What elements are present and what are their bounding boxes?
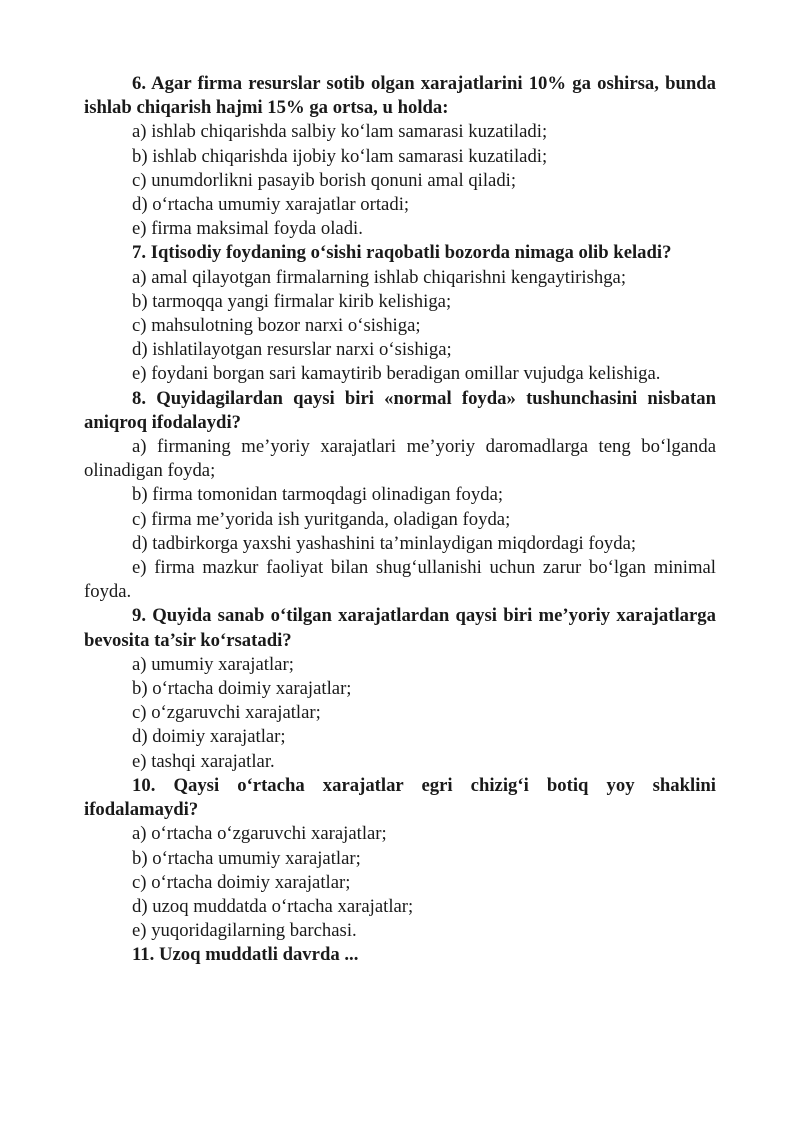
answer-option: c) o‘zgaruvchi xarajatlar;	[132, 702, 321, 724]
answer-option: d) o‘rtacha umumiy xarajatlar ortadi;	[132, 194, 410, 216]
question-block	[84, 72, 716, 241]
question-block	[84, 774, 716, 943]
question-stem: 10. Qaysi o‘rtacha xarajatlar egri chizig‘i botiq yoy shaklini ifodalamaydi?	[84, 774, 716, 821]
answer-option: b) firma tomonidan tarmoqdagi olinadigan foyda;	[132, 484, 504, 506]
answer-option: e) foydani borgan sari kamaytirib beradigan omillar vujudga kelishiga.	[132, 363, 661, 385]
answer-option: e) firma mazkur faoliyat bilan shug‘ullanishi uchun zarur bo‘lgan minimal foyda.	[84, 557, 716, 603]
answer-option: e) tashqi xarajatlar.	[132, 750, 275, 772]
answer-option: a) firmaning me’yoriy xarajatlari me’yoriy daromadlarga teng bo‘lganda olinadigan foyda;	[84, 436, 716, 482]
question-block	[84, 241, 716, 386]
answer-option: b) o‘rtacha doimiy xarajatlar;	[132, 678, 352, 700]
answer-option: b) o‘rtacha umumiy xarajatlar;	[132, 847, 361, 869]
question-stem: 8. Quyidagilardan qaysi biri «normal foyda» tushunchasini nisbatan aniqroq ifodalaydi?	[84, 387, 716, 433]
answer-option: c) firma me’yorida ish yuritganda, oladigan foyda;	[132, 508, 511, 530]
answer-option: d) tadbirkorga yaxshi yashashini ta’minlaydigan miqdordagi foyda;	[132, 532, 637, 554]
question-block	[84, 387, 716, 605]
answer-option: e) yuqoridagilarning barchasi.	[132, 920, 357, 942]
answer-option: d) uzoq muddatda o‘rtacha xarajatlar;	[132, 895, 414, 917]
answer-option: c) unumdorlikni pasayib borish qonuni amal qiladi;	[132, 169, 517, 191]
answer-option: a) umumiy xarajatlar;	[132, 653, 294, 675]
answer-option: b) ishlab chiqarishda ijobiy ko‘lam samarasi kuzatiladi;	[132, 145, 548, 167]
question-block	[84, 604, 716, 773]
answer-option: a) ishlab chiqarishda salbiy ko‘lam samarasi kuzatiladi;	[132, 121, 548, 143]
question-stem-trailing: 11. Uzoq muddatli davrda ...	[132, 944, 359, 966]
answer-option: a) amal qilayotgan firmalarning ishlab chiqarishni kengaytirishga;	[132, 266, 627, 288]
answer-option: c) o‘rtacha doimiy xarajatlar;	[132, 871, 351, 893]
answer-option: a) o‘rtacha o‘zgaruvchi xarajatlar;	[132, 823, 387, 845]
answer-option: d) ishlatilayotgan resurslar narxi o‘sishiga;	[132, 339, 452, 361]
question-stem: 6. Agar firma resurslar sotib olgan xarajatlarini 10% ga oshirsa, bunda ishlab chiqarish hajmi 15% ga ortsa, u holda:	[84, 73, 716, 119]
answer-option: b) tarmoqqa yangi firmalar kirib kelishiga;	[132, 290, 452, 312]
question-stem: 9. Quyida sanab o‘tilgan xarajatlardan qaysi biri me’yoriy xarajatlarga bevosita ta’sir ko‘rsatadi?	[84, 605, 716, 651]
question-stem: 7. Iqtisodiy foydaning o‘sishi raqobatli bozorda nimaga olib keladi?	[132, 242, 672, 264]
answer-option: c) mahsulotning bozor narxi o‘sishiga;	[132, 315, 421, 337]
answer-option: d) doimiy xarajatlar;	[132, 726, 286, 748]
answer-option: e) firma maksimal foyda oladi.	[132, 218, 363, 240]
